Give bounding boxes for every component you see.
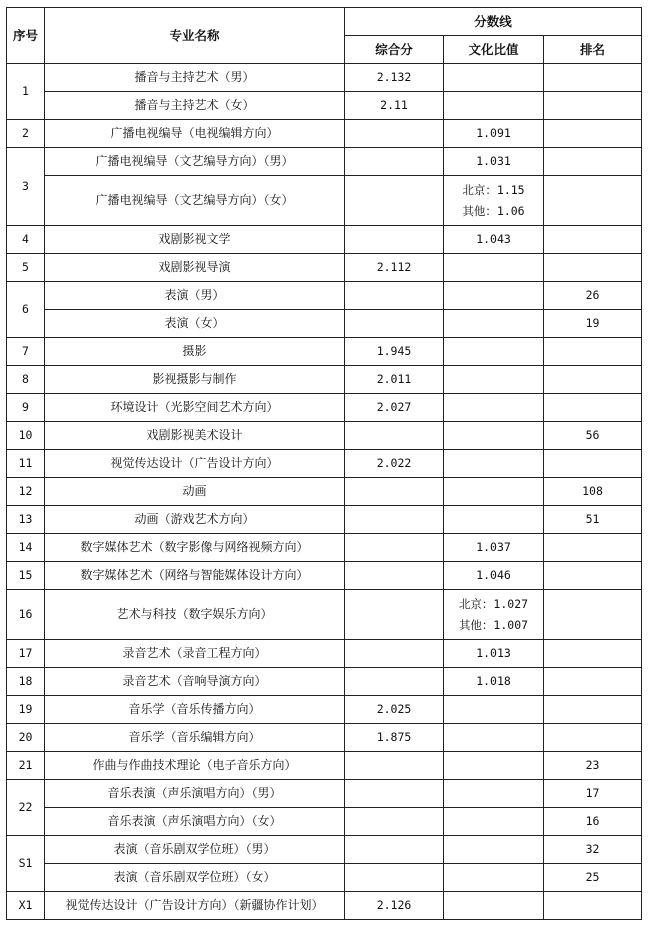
seq-cell: 14	[7, 534, 45, 562]
table-row	[7, 668, 642, 696]
seq-cell: S1	[7, 836, 45, 892]
composite-score-cell	[345, 226, 444, 254]
rank-cell: 108	[544, 478, 642, 506]
major-name-cell: 数字媒体艺术（网络与智能媒体设计方向）	[45, 562, 345, 590]
composite-score-cell	[345, 310, 444, 338]
table-body	[7, 64, 642, 920]
rank-cell	[544, 724, 642, 752]
rank-cell	[544, 148, 642, 176]
culture-ratio-line: 1.046	[476, 568, 511, 582]
major-name-cell: 音乐表演（声乐演唱方向）（女）	[45, 808, 345, 836]
major-name-cell: 广播电视编导（文艺编导方向）（女）	[45, 176, 345, 226]
major-name-cell: 录音艺术（音响导演方向）	[45, 668, 345, 696]
rank-cell	[544, 450, 642, 478]
table-row	[7, 64, 642, 92]
composite-score-cell	[345, 534, 444, 562]
culture-ratio-cell	[444, 836, 544, 864]
composite-score-cell	[345, 864, 444, 892]
culture-ratio-cell	[444, 534, 544, 562]
major-name-cell: 音乐表演（声乐演唱方向）（男）	[45, 780, 345, 808]
culture-ratio-line: 1.013	[476, 646, 511, 660]
table-row	[7, 808, 642, 836]
culture-ratio-cell	[444, 864, 544, 892]
seq-cell: 2	[7, 120, 45, 148]
rank-cell: 56	[544, 422, 642, 450]
culture-ratio-cell	[444, 366, 544, 394]
seq-cell: 15	[7, 562, 45, 590]
table-row	[7, 394, 642, 422]
major-name-cell: 动画	[45, 478, 345, 506]
rank-cell	[544, 92, 642, 120]
culture-ratio-cell	[444, 724, 544, 752]
composite-score-cell	[345, 668, 444, 696]
rank-cell: 32	[544, 836, 642, 864]
major-name-cell: 艺术与科技（数字娱乐方向）	[45, 590, 345, 640]
rank-cell: 26	[544, 282, 642, 310]
rank-cell	[544, 176, 642, 226]
table-row	[7, 752, 642, 780]
seq-cell: 19	[7, 696, 45, 724]
culture-ratio-cell	[444, 696, 544, 724]
table-row	[7, 506, 642, 534]
table-row	[7, 562, 642, 590]
culture-ratio-cell	[444, 338, 544, 366]
composite-score-cell	[345, 422, 444, 450]
culture-ratio-cell	[444, 640, 544, 668]
table-row	[7, 338, 642, 366]
composite-score-cell	[345, 120, 444, 148]
table-row	[7, 696, 642, 724]
culture-ratio-cell	[444, 176, 544, 226]
header-composite: 综合分	[345, 36, 444, 64]
composite-score-cell	[345, 148, 444, 176]
seq-cell: 6	[7, 282, 45, 338]
composite-score-cell: 2.112	[345, 254, 444, 282]
composite-score-cell: 2.126	[345, 892, 444, 920]
culture-ratio-cell	[444, 310, 544, 338]
seq-cell: 20	[7, 724, 45, 752]
composite-score-cell	[345, 282, 444, 310]
culture-ratio-line: 北京：1.15	[462, 182, 525, 197]
major-name-cell: 戏剧影视导演	[45, 254, 345, 282]
table-row	[7, 780, 642, 808]
table-row	[7, 226, 642, 254]
major-name-cell: 影视摄影与制作	[45, 366, 345, 394]
major-name-cell: 播音与主持艺术（男）	[45, 64, 345, 92]
seq-cell: 13	[7, 506, 45, 534]
header-major: 专业名称	[45, 8, 345, 64]
rank-cell	[544, 590, 642, 640]
composite-score-cell	[345, 478, 444, 506]
composite-score-cell: 2.027	[345, 394, 444, 422]
seq-cell: 16	[7, 590, 45, 640]
rank-cell	[544, 534, 642, 562]
major-name-cell: 广播电视编导（文艺编导方向）（男）	[45, 148, 345, 176]
culture-ratio-line: 其他：1.007	[458, 617, 529, 632]
composite-score-cell: 2.022	[345, 450, 444, 478]
culture-ratio-cell	[444, 282, 544, 310]
rank-cell	[544, 640, 642, 668]
seq-cell: 11	[7, 450, 45, 478]
table-row	[7, 148, 642, 176]
seq-cell: 17	[7, 640, 45, 668]
major-name-cell: 作曲与作曲技术理论（电子音乐方向）	[45, 752, 345, 780]
composite-score-cell: 2.025	[345, 696, 444, 724]
rank-cell	[544, 254, 642, 282]
composite-score-cell: 2.011	[345, 366, 444, 394]
major-name-cell: 广播电视编导（电视编辑方向）	[45, 120, 345, 148]
seq-cell: 18	[7, 668, 45, 696]
table-row	[7, 892, 642, 920]
major-name-cell: 视觉传达设计（广告设计方向）（新疆协作计划）	[45, 892, 345, 920]
seq-cell: 9	[7, 394, 45, 422]
major-name-cell: 音乐学（音乐传播方向）	[45, 696, 345, 724]
culture-ratio-line: 北京：1.027	[458, 596, 529, 611]
major-name-cell: 环境设计（光影空间艺术方向）	[45, 394, 345, 422]
culture-ratio-cell	[444, 92, 544, 120]
table-row	[7, 864, 642, 892]
rank-cell: 16	[544, 808, 642, 836]
rank-cell	[544, 64, 642, 92]
culture-ratio-cell	[444, 892, 544, 920]
major-name-cell: 戏剧影视美术设计	[45, 422, 345, 450]
score-table	[6, 7, 642, 920]
table-row	[7, 422, 642, 450]
culture-ratio-cell	[444, 780, 544, 808]
rank-cell	[544, 338, 642, 366]
header-culture-ratio: 文化比值	[444, 36, 544, 64]
composite-score-cell	[345, 590, 444, 640]
table-row	[7, 450, 642, 478]
table-row	[7, 724, 642, 752]
seq-cell: 4	[7, 226, 45, 254]
composite-score-cell: 1.945	[345, 338, 444, 366]
table-row	[7, 310, 642, 338]
table-row	[7, 478, 642, 506]
composite-score-cell	[345, 562, 444, 590]
major-name-cell: 戏剧影视文学	[45, 226, 345, 254]
rank-cell: 51	[544, 506, 642, 534]
culture-ratio-cell	[444, 148, 544, 176]
rank-cell: 17	[544, 780, 642, 808]
culture-ratio-cell	[444, 422, 544, 450]
culture-ratio-cell	[444, 590, 544, 640]
composite-score-cell: 2.132	[345, 64, 444, 92]
composite-score-cell: 2.11	[345, 92, 444, 120]
seq-cell: 12	[7, 478, 45, 506]
major-name-cell: 数字媒体艺术（数字影像与网络视频方向）	[45, 534, 345, 562]
culture-ratio-cell	[444, 254, 544, 282]
composite-score-cell	[345, 780, 444, 808]
culture-ratio-cell	[444, 394, 544, 422]
major-name-cell: 表演（男）	[45, 282, 345, 310]
composite-score-cell	[345, 836, 444, 864]
seq-cell: 22	[7, 780, 45, 836]
table-row	[7, 366, 642, 394]
table-row	[7, 590, 642, 640]
rank-cell	[544, 892, 642, 920]
culture-ratio-line: 1.031	[476, 154, 511, 168]
rank-cell: 25	[544, 864, 642, 892]
major-name-cell: 播音与主持艺术（女）	[45, 92, 345, 120]
seq-cell: 1	[7, 64, 45, 120]
composite-score-cell	[345, 640, 444, 668]
culture-ratio-cell	[444, 120, 544, 148]
composite-score-cell: 1.875	[345, 724, 444, 752]
table-row	[7, 836, 642, 864]
composite-score-cell	[345, 808, 444, 836]
culture-ratio-cell	[444, 64, 544, 92]
composite-score-cell	[345, 176, 444, 226]
culture-ratio-line: 1.043	[476, 232, 511, 246]
table-row	[7, 92, 642, 120]
major-name-cell: 音乐学（音乐编辑方向）	[45, 724, 345, 752]
culture-ratio-cell	[444, 752, 544, 780]
header-rank: 排名	[544, 36, 642, 64]
composite-score-cell	[345, 506, 444, 534]
composite-score-cell	[345, 752, 444, 780]
header-score-line: 分数线	[345, 8, 642, 36]
seq-cell: 7	[7, 338, 45, 366]
culture-ratio-cell	[444, 668, 544, 696]
major-name-cell: 表演（女）	[45, 310, 345, 338]
rank-cell	[544, 394, 642, 422]
table-row	[7, 120, 642, 148]
table-row	[7, 282, 642, 310]
culture-ratio-cell	[444, 562, 544, 590]
major-name-cell: 表演（音乐剧双学位班）（男）	[45, 836, 345, 864]
seq-cell: 21	[7, 752, 45, 780]
major-name-cell: 录音艺术（录音工程方向）	[45, 640, 345, 668]
seq-cell: 5	[7, 254, 45, 282]
rank-cell	[544, 366, 642, 394]
rank-cell: 19	[544, 310, 642, 338]
rank-cell	[544, 696, 642, 724]
rank-cell	[544, 226, 642, 254]
table-row	[7, 640, 642, 668]
seq-cell: 10	[7, 422, 45, 450]
header-seq: 序号	[7, 8, 45, 64]
culture-ratio-cell	[444, 478, 544, 506]
culture-ratio-cell	[444, 506, 544, 534]
rank-cell	[544, 120, 642, 148]
rank-cell	[544, 562, 642, 590]
major-name-cell: 动画（游戏艺术方向）	[45, 506, 345, 534]
major-name-cell: 摄影	[45, 338, 345, 366]
seq-cell: 3	[7, 148, 45, 226]
table-row	[7, 534, 642, 562]
table-row	[7, 176, 642, 226]
culture-ratio-cell	[444, 226, 544, 254]
culture-ratio-cell	[444, 450, 544, 478]
culture-ratio-line: 1.037	[476, 540, 511, 554]
culture-ratio-line: 1.018	[476, 674, 511, 688]
rank-cell	[544, 668, 642, 696]
seq-cell: X1	[7, 892, 45, 920]
major-name-cell: 视觉传达设计（广告设计方向）	[45, 450, 345, 478]
culture-ratio-cell	[444, 808, 544, 836]
table-row	[7, 254, 642, 282]
seq-cell: 8	[7, 366, 45, 394]
major-name-cell: 表演（音乐剧双学位班）（女）	[45, 864, 345, 892]
culture-ratio-line: 其他：1.06	[462, 203, 525, 218]
rank-cell: 23	[544, 752, 642, 780]
culture-ratio-line: 1.091	[476, 126, 511, 140]
